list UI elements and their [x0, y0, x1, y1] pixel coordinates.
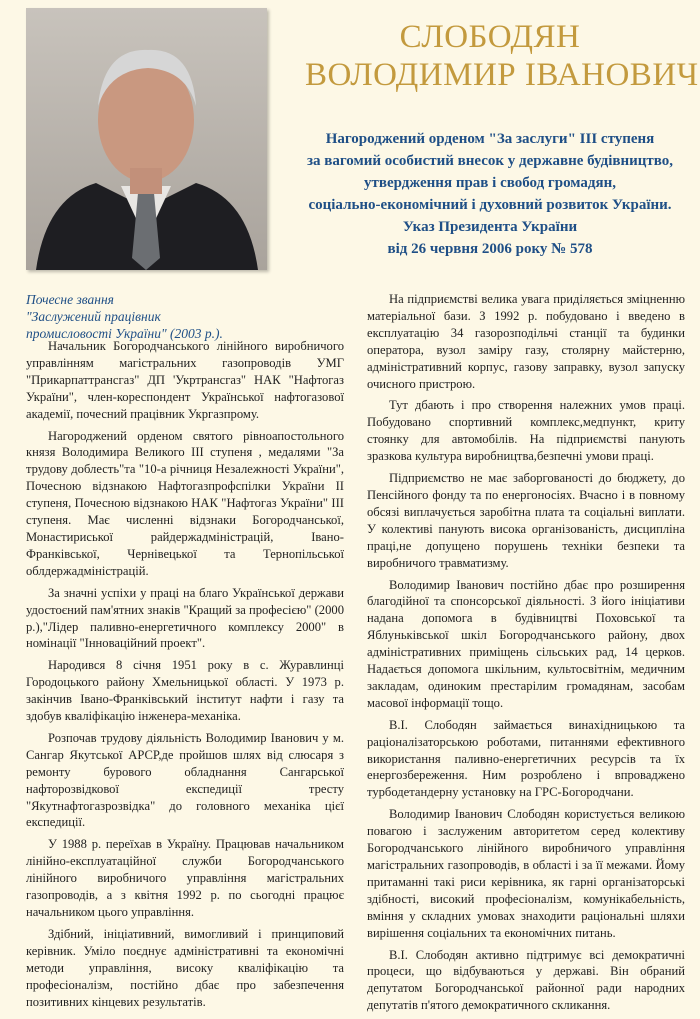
award-line: за вагомий особистий внесок у державне будівництво, [306, 153, 674, 169]
award-line: від 26 червня 2006 року № 578 [387, 241, 593, 257]
paragraph: Начальник Богородчанського лінійного виробничого управлінням магістральних газопроводів УМГ "Прикарпаттрансгаз" ДП 'Укртрансгаз" НАК "Нафтогаз України", член-кореспондент Української нафтогазової академії, почесний працівник Укргазпрому. [26, 339, 344, 421]
portrait-illustration [26, 8, 267, 270]
paragraph: На підприємстві велика увага приділяється зміцненню матеріальної бази. З 1992 р. побудовано і введено в експлуатацію 34 газорозподільчі станції та будинки оператора, вузол заміру газу, столярну майстерню, адміністративний корпус, газову заправку, вузол запуску очисного пристрою. [367, 292, 685, 391]
paragraph: Народився 8 січня 1951 року в с. Журавлинці Городоцького району Хмельницької області. У 1973 р. закінчив Івано-Франківський інститут нафти і газу та здобув кваліфікацію інженера-механіка. [26, 658, 344, 724]
portrait-photo [26, 8, 267, 270]
paragraph: В.І. Слободян активно підтримує всі демократичні процеси, що відбуваються у державі. Він обраний депутатом Богородчанської районної ради народних депутатів п'ятого демократичного скликання. [367, 947, 685, 1013]
paragraph: Розпочав трудову діяльність Володимир Іванович у м. Сангар Якутської АРСР,де пройшов шлях від слюсаря з ремонту бурового обладнання Сангарської нафторозвідкової експедиції тресту "Якутнафтогазрозвідка" до головного механіка цієї експедиції. [26, 730, 344, 830]
left-column [26, 338, 344, 1015]
paragraph: Тут дбають і про створення належних умов праці. Побудовано спортивний комплекс,медпункт, криту стоянку для автомобілів. На підприємстві панують зразкова культура виробництва,безпечні умови праці. [367, 398, 685, 464]
surname: СЛОБОДЯН [399, 19, 581, 55]
paragraph: У 1988 р. переїхав в Україну. Працював начальником лінійно-експлуатаційної служби Богородчанського лінійного виробничого управління магістральних газопроводів, а з квітня 1992 р. по сьогодні працює начальником цього управління. [26, 837, 344, 919]
paragraph: Володимир Іванович Слободян користується великою повагою і заслуженим авторитетом серед колективу Богородчанського лінійного виробничого управління магістральних газопроводів, в області і за її межами. Йому притаманні такі риси керівника, як гарні організаторські здібності, високий професіоналізм, комунікабельність, вміння у складних умовах знаходити раціональні шляхи вирішення соціальних та економічних питань. [367, 807, 685, 940]
paragraph: Нагороджений орденом святого рівноапостольного князя Володимира Великого ІІІ ступеня , медалями "За трудову доблесть"та "10-а річниця Незалежності України", Почесною відзнакою Нафтогазпрофспілки України ІІ ступеня, Почесною відзнакою НАК "Нафтогаз України" ІІІ ступеня. Має численні відзнаки Богородчанської, Монастириської райдержадміністрацій, Івано-Франківської, Чернівецької та Тернопільської облдержадміністрацій. [26, 428, 344, 578]
person-name-heading [305, 18, 699, 94]
paragraph: Володимир Іванович постійно дбає про розширення благодійної та спонсорської діяльності. З його ініціативи надана допомога в будівництві Поховської та Яблуньківської шкіл Богородчанського району, двох адміністративних приміщень сільських рад, 14 церков. Надається допомога шкільним, культосвітнім, медичним закладам, одиноким престарілим громадянам, засобам масової інформації тощо. [367, 577, 685, 710]
paragraph: Підприємство не має заборгованості до бюджету, до Пенсійного фонду та по енергоносіях. Вчасно і в повному обсязі виплачується заробітна плата та соціальні виплати. У колективі панують висока організованість, дисципліна праці,не допущено порушень техніки безпеки та виробничого травматизму. [367, 471, 685, 570]
honorary-title [26, 291, 286, 342]
honorary-line: Почесне звання [26, 292, 114, 307]
honorary-line: "Заслужений працівник [26, 309, 161, 324]
right-column [367, 291, 685, 1019]
paragraph: В.І. Слободян займається винахідницькою та раціоналізаторською роботами, питаннями ефективного використання паливно-енергетичних ресурсів та їх енергозбереження. Ним розроблено і впроваджено турбодетандерну установку на ГРС-Богородчани. [367, 717, 685, 800]
award-text [290, 128, 690, 260]
paragraph: За значні успіхи у праці на благо Української держави удостоєний пам'ятних знаків "Кращий за професією" (2000 р.),"Лідер паливно-енергетичного комплексу 2000" в номінації "Інноваційний проект". [26, 585, 344, 651]
award-line: соціально-економічний і духовний розвиток України. [308, 197, 672, 213]
given-names: ВОЛОДИМИР ІВАНОВИЧ [305, 57, 699, 93]
honorary-line: промисловості України" (2003 р.). [26, 326, 223, 341]
award-line: утвердження прав і свобод громадян, [363, 175, 617, 191]
award-line: Нагороджений орденом "За заслуги" ІІІ ступеня [325, 131, 655, 147]
award-line: Указ Президента України [402, 219, 578, 235]
paragraph: Здібний, ініціативний, вимогливий і принциповий керівник. Уміло поєднує адміністративні та економічні методи управління, високу кваліфікацію та професіоналізм, постійно дбає про забезпечення позитивних кінцевих результатів. [26, 926, 344, 1009]
